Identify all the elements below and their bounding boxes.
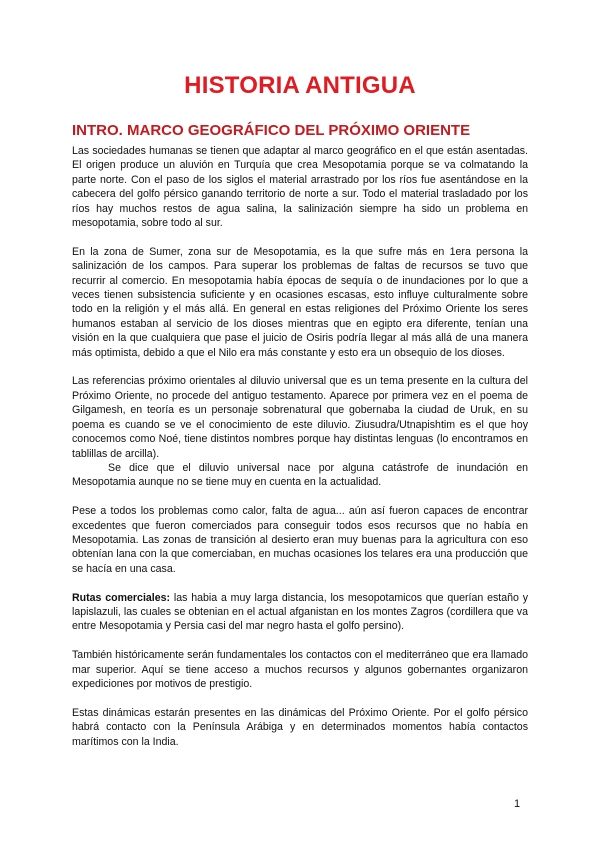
page-number: 1 <box>514 798 521 810</box>
paragraph-routes <box>72 591 528 634</box>
paragraph-flood-origin: Se dice que el diluvio universal nace por alguna catástrofe de inundación en Mesopotamia aunque no se tiene muy en cuenta en la actualidad. <box>72 461 528 489</box>
paragraph-flood: Las referencias próximo orientales al diluvio universal que es un tema presente en la cultura del Próximo Oriente, no procede del antiguo testamento. Aparece por primera vez en el poema de Gilgamesh, en teoría es un personaje sobrenatural que gobernaba la ciudad de Uruk, en su poema es cuando se ve el conocimiento de este diluvio. Ziusudra/Utnapishtim es el que hoy conocemos como Noé, tiene distintos nombres porque hay distintas lenguas (lo encontramos en tablillas de arcilla). <box>72 375 528 460</box>
routes-text: las habia a muy larga distancia, los mesopotamicos que querían estaño y lapislazuli, las cuales se obtenian en el actual afganistan en los montes Zagros (cordillera que va entre Mesopotamia y Persia casi del mar negro hasta el golfo persino). <box>72 591 528 633</box>
section-title: INTRO. MARCO GEOGRÁFICO DEL PRÓXIMO ORIENTE <box>72 122 471 139</box>
paragraph-dynamics: Estas dinámicas estarán presentes en las dinámicas del Próximo Oriente. Por el golfo pérsico habrá contacto con la Península Arábiga y en determinados momentos había contactos marítimos con la India. <box>72 706 528 748</box>
routes-label: Rutas comerciales: <box>72 591 171 604</box>
paragraph-sumer: En la zona de Sumer, zona sur de Mesopotamia, es la que sufre más en 1era persona la salinización de los campos. Para superar los problemas de faltas de recursos se tuvo que recurrir al comercio. En mesopotamia había épocas de sequía o de inundaciones por lo que a veces tienen subsistencia suficiente y en ocasiones escasas, esto influye culturalmente sobre todo en la religión y el más allá. En general en estas religiones del Próximo Oriente los seres humanos estaban al servicio de los dioses mientras que en egipto era diferente, tenían una visión en la que cualquiera que pase el juicio de Osiris podría llegar al más allá de una manera más optimista, debido a que el Nilo era más constante y esto era un obsequio de los dioses. <box>72 245 528 359</box>
paragraph-surplus: Pese a todos los problemas como calor, falta de agua... aún así fueron capaces de encontrar excedentes que fueron comerciados para conseguir todos esos recursos que no había en Mesopotamia. Las zonas de transición al desierto eran muy buenas para la agricultura con eso obtenían lana con la que comerciaban, en muchas ocasiones los telares era una producción que se hacía en una casa. <box>72 505 528 575</box>
paragraph-mediterranean: También históricamente serán fundamentales los contactos con el mediterráneo que era llamado mar superior. Aquí se tiene acceso a muchos recursos y algunos gobernantes organizaron expediciones por motivos de prestigio. <box>72 649 528 690</box>
paragraph-geography: Las sociedades humanas se tienen que adaptar al marco geográfico en el que están asentadas. El origen produce un aluvión en Turquía que crea Mesopotamia porque se va colmatando la parte norte. Con el paso de los siglos el material arrastrado por los ríos fue asentándose en la cabecera del golfo pérsico ganando territorio de norte a sur. Todo el material trasladado por los ríos hay muchos restos de agua salina, la salinización siempre ha sido un problema en mesopotamia, sobre todo al sur. <box>72 145 528 230</box>
document-body <box>72 144 528 763</box>
document-title: HISTORIA ANTIGUA <box>184 72 416 99</box>
